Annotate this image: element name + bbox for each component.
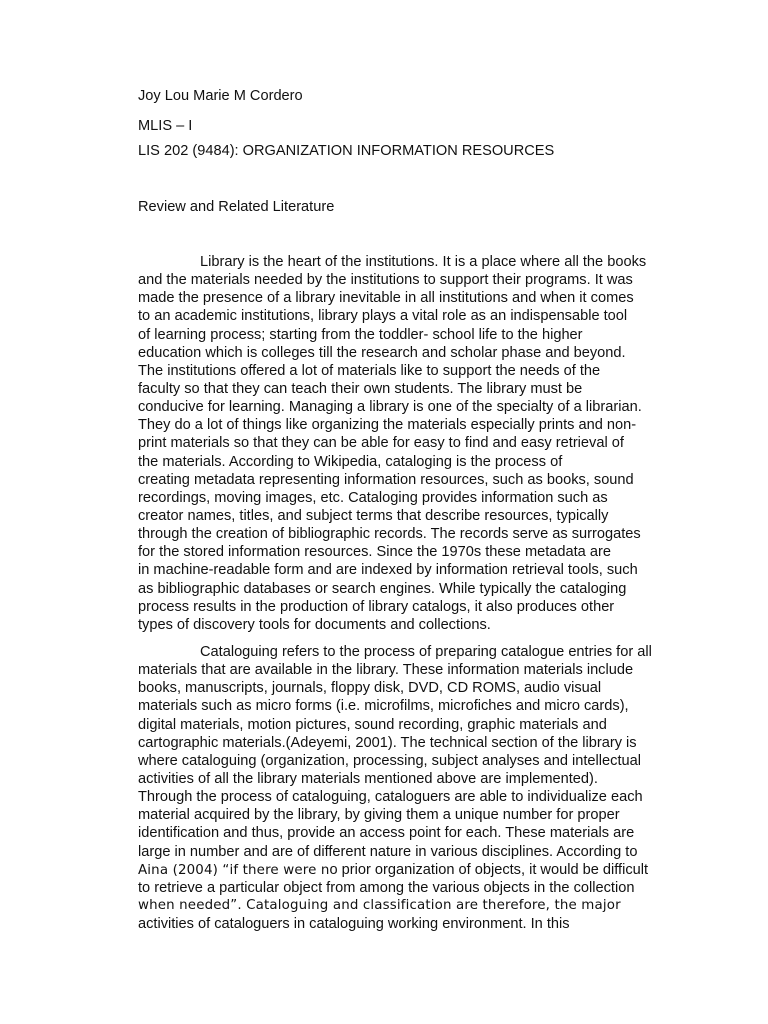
paragraph-line: where cataloguing (organization, processing, subject analyses and intellectual — [138, 752, 641, 769]
paragraph-line: Library is the heart of the institutions. It is a place where all the books — [200, 254, 647, 270]
paragraph-line: Cataloguing refers to the process of preparing catalogue entries for all — [200, 644, 652, 660]
paragraph-line: The institutions offered a lot of materials like to support the needs of the — [138, 362, 601, 379]
paragraph-line: large in number and are of different nature in various disciplines. According to — [138, 843, 638, 860]
paragraph-line: of learning process; starting from the toddler- school life to the higher — [138, 326, 583, 343]
paragraph-line: cartographic materials.(Adeyemi, 2001). The technical section of the library is — [138, 734, 637, 751]
paragraph-line: when needed”. Cataloguing and classification are therefore, the major — [138, 897, 621, 913]
paragraph-line: the materials. According to Wikipedia, cataloging is the process of — [138, 453, 563, 470]
paragraph-line: materials such as micro forms (i.e. microfilms, microfiches and micro cards), — [138, 698, 629, 715]
citation-run: Aina (2004) “if there were n — [138, 862, 330, 878]
author-name: Joy Lou Marie M Cordero — [138, 88, 303, 104]
paragraph-line: types of discovery tools for documents and collections. — [138, 616, 491, 633]
course-title: LIS 202 (9484): ORGANIZATION INFORMATION RESOURCES — [138, 143, 555, 159]
paragraph-line: activities of cataloguers in cataloguing working environment. In this — [138, 916, 570, 933]
paragraph-line: as bibliographic databases or search engines. While typically the cataloging — [138, 580, 627, 597]
paragraph-line: and the materials needed by the institutions to support their programs. It was — [138, 272, 633, 289]
paragraph-line: through the creation of bibliographic records. The records serve as surrogates — [138, 526, 641, 543]
paragraph-cataloguing — [138, 643, 678, 933]
paragraph-line: in machine-readable form and are indexed by information retrieval tools, such — [138, 562, 638, 579]
paragraph-line: to an academic institutions, library plays a vital role as an indispensable tool — [138, 308, 628, 325]
paragraph-line-mixed — [138, 861, 678, 879]
paragraph-line: for the stored information resources. Since the 1970s these metadata are — [138, 544, 611, 561]
paragraph-line: identification and thus, provide an access point for each. These materials are — [138, 825, 635, 842]
paragraph-line: material acquired by the library, by giving them a unique number for proper — [138, 807, 620, 824]
paragraph-line: faculty so that they can teach their own students. The library must be — [138, 380, 583, 397]
paragraph-line: Through the process of cataloguing, cataloguers are able to individualize each — [138, 789, 643, 806]
paragraph-line: materials that are available in the library. These information materials include — [138, 662, 634, 679]
section-heading: Review and Related Literature — [138, 199, 335, 215]
paragraph-line: conducive for learning. Managing a library is one of the specialty of a librarian. — [138, 399, 642, 416]
paragraph-line: made the presence of a library inevitable in all institutions and when it comes — [138, 290, 634, 307]
paragraph-line: process results in the production of library catalogs, it also produces other — [138, 598, 615, 615]
paragraph-line: creator names, titles, and subject terms that describe resources, typically — [138, 507, 609, 524]
paragraph-library — [138, 253, 678, 634]
paragraph-line: recordings, moving images, etc. Cataloging provides information such as — [138, 489, 608, 506]
paragraph-line: to retrieve a particular object from among the various objects in the collection — [138, 879, 635, 896]
paragraph-line: digital materials, motion pictures, sound recording, graphic materials and — [138, 716, 607, 733]
paragraph-line: books, manuscripts, journals, floppy disk, DVD, CD ROMS, audio visual — [138, 680, 602, 697]
paragraph-line: creating metadata representing information resources, such as books, sound — [138, 471, 634, 488]
paragraph-line: print materials so that they can be able for easy to find and easy retrieval of — [138, 435, 624, 452]
paragraph-run: o prior organization of objects, it would be difficult — [329, 861, 649, 878]
paragraph-line: They do a lot of things like organizing the materials especially prints and non- — [138, 417, 637, 434]
paragraph-line: activities of all the library materials mentioned above are implemented). — [138, 770, 598, 787]
program-label: MLIS – I — [138, 118, 193, 134]
paragraph-line: education which is colleges till the research and scholar phase and beyond. — [138, 344, 626, 361]
